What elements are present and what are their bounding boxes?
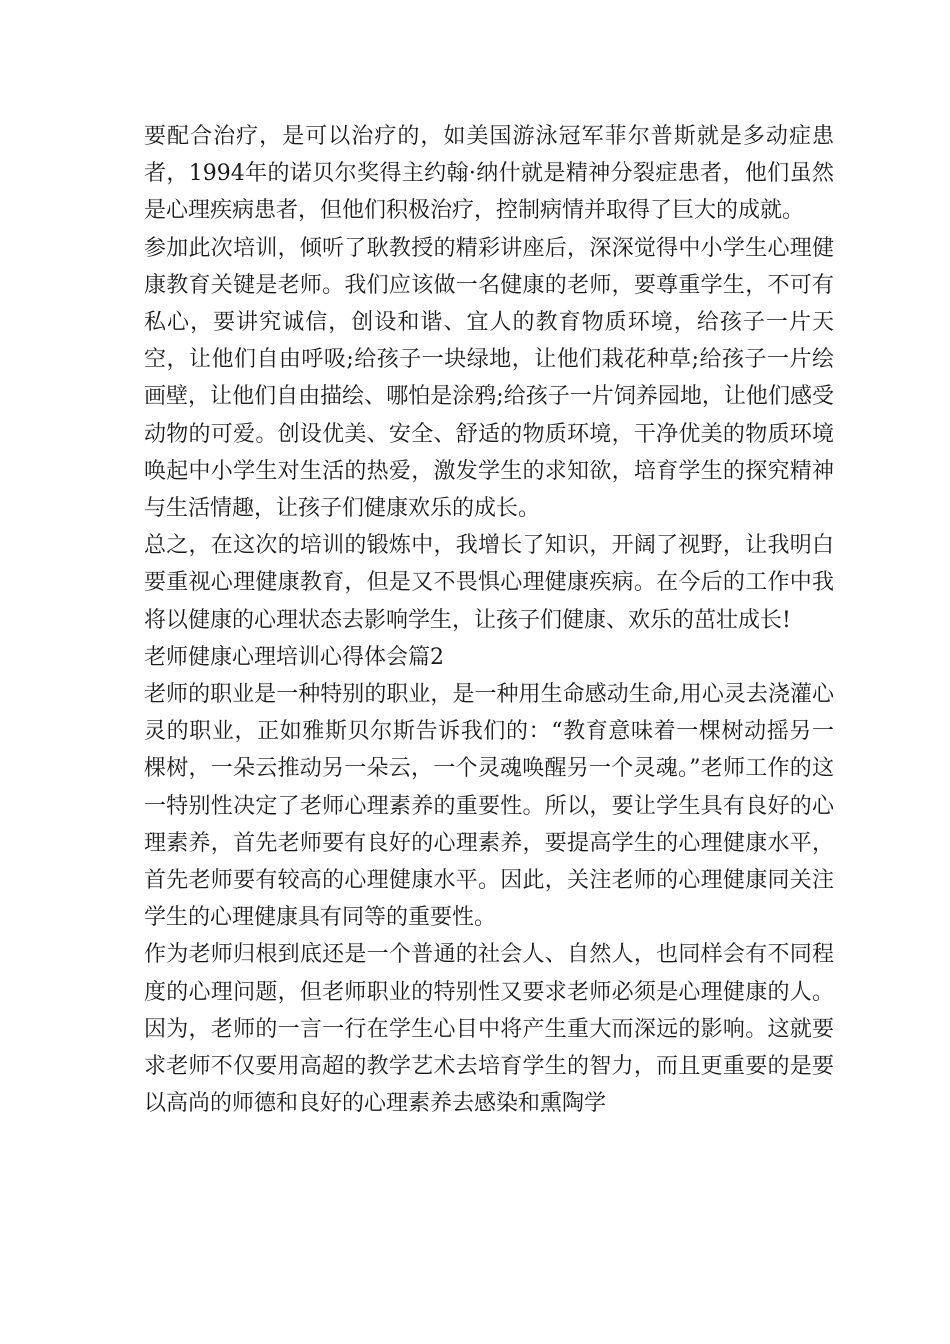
- paragraph-treatment: 要配合治疗，是可以治疗的，如美国游泳冠军菲尔普斯就是多动症患者，1994年的诺贝尔奖得主约翰·纳什就是精神分裂症患者，他们虽然是心理疾病患者，但他们积极治疗，控制病情并取得了巨大的成就。: [144, 124, 834, 224]
- document-body: [144, 118, 834, 1122]
- paragraph-conclusion: 总之，在这次的培训的锻炼中，我增长了知识，开阔了视野，让我明白要重视心理健康教育，但是又不畏惧心理健康疾病。在今后的工作中我将以健康的心理状态去影响学生，让孩子们健康、欢乐的茁壮成长!: [144, 533, 834, 633]
- paragraph-teacher-profession: 老师的职业是一种特别的职业，是一种用生命感动生命,用心灵去浇灌心灵的职业，正如雅斯贝尔斯告诉我们的：“教育意味着一棵树动摇另一棵树，一朵云推动另一朵云，一个灵魂唤醒另一个灵魂。”老师工作的这一特别性决定了老师心理素养的重要性。所以，要让学生具有良好的心理素养，首先老师要有良好的心理素养，要提高学生的心理健康水平，首先老师要有较高的心理健康水平。因此，关注老师的心理健康同关注学生的心理健康具有同等的重要性。: [144, 682, 834, 931]
- section-heading: 老师健康心理培训心得体会篇2: [144, 644, 444, 670]
- paragraph-training-reflection: 参加此次培训，倾听了耿教授的精彩讲座后，深深觉得中小学生心理健康教育关键是老师。我们应该做一名健康的老师，要尊重学生，不可有私心，要讲究诚信，创设和谐、宜人的教育物质环境，给孩子一片天空，让他们自由呼吸;给孩子一块绿地，让他们栽花种草;给孩子一片绘画壁，让他们自由描绘、哪怕是涂鸦;给孩子一片饲养园地，让他们感受动物的可爱。创设优美、安全、舒适的物质环境，干净优美的物质环境唤起中小学生对生活的热爱，激发学生的求知欲，培育学生的探究精神与生活情趣，让孩子们健康欢乐的成长。: [144, 235, 834, 522]
- paragraph-teacher-mental-health: 作为老师归根到底还是一个普通的社会人、自然人，也同样会有不同程度的心理问题，但老师职业的特别性又要求老师必须是心理健康的人。因为，老师的一言一行在学生心目中将产生重大而深远的影响。这就要求老师不仅要用高超的教学艺术去培育学生的智力，而且更重要的是要以高尚的师德和良好的心理素养去感染和熏陶学: [144, 942, 834, 1117]
